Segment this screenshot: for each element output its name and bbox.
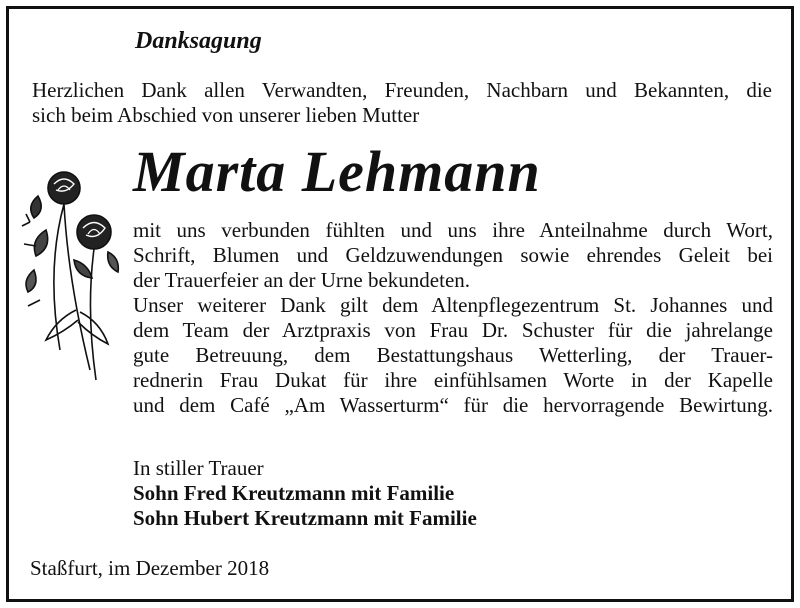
intro-paragraph (32, 78, 772, 128)
body-line: Unser weiterer Dank gilt dem Altenpflegezentrum St. Johannes und (133, 293, 773, 317)
notice-heading: Danksagung (135, 28, 262, 54)
intro-line: sich beim Abschied von unserer lieben Mutter (32, 103, 420, 127)
body-paragraph (133, 218, 773, 418)
signature-line: Sohn Hubert Kreutzmann mit Familie (133, 506, 477, 530)
rose-bouquet-icon (16, 160, 126, 390)
body-line: und dem Café „Am Wasserturm“ für die hervorragende Bewirtung. (133, 393, 773, 417)
body-line: rednerin Frau Dukat für ihre einfühlsamen Worte in der Kapelle (133, 368, 773, 392)
body-line: dem Team der Arztpraxis von Frau Dr. Schuster für die jahrelange (133, 318, 773, 342)
body-line: Schrift, Blumen und Geldzuwendungen sowie ehrendes Geleit bei (133, 243, 773, 267)
place-date: Staßfurt, im Dezember 2018 (30, 556, 270, 580)
signature-line: Sohn Fred Kreutzmann mit Familie (133, 481, 455, 505)
intro-line: Herzlichen Dank allen Verwandten, Freunden, Nachbarn und Bekannten, die (32, 78, 772, 102)
signature-block (133, 456, 477, 531)
closing-line: In stiller Trauer (133, 456, 264, 480)
body-line: der Trauerfeier an der Urne bekundeten. (133, 268, 471, 292)
deceased-name: Marta Lehmann (133, 139, 541, 204)
body-line: gute Betreuung, dem Bestattungshaus Wetterling, der Trauer- (133, 343, 773, 367)
body-line: mit uns verbunden fühlten und uns ihre Anteilnahme durch Wort, (133, 218, 773, 242)
